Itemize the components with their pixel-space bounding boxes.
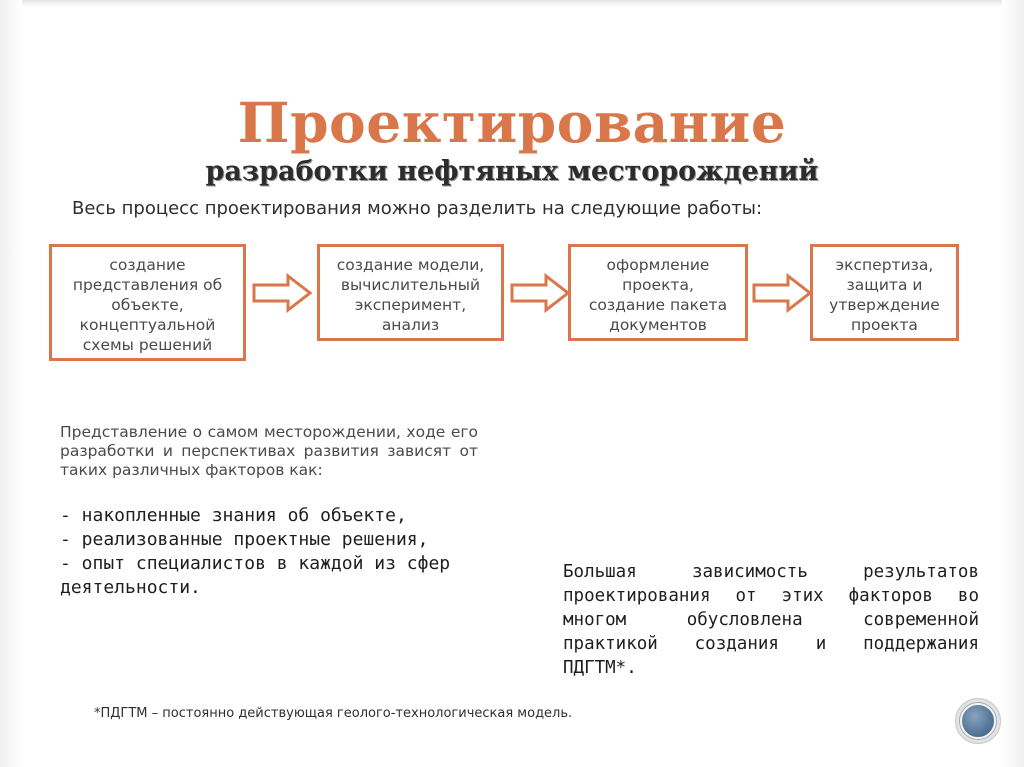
navigation-button-icon[interactable]: [955, 698, 1001, 744]
process-step-3: [568, 244, 748, 341]
right-arrow-icon: [510, 273, 570, 313]
factors-intro: Представление о самом месторождении, ходе его разработки и перспективах развития зависят от таких различных факторов как:: [60, 423, 478, 479]
factors-list: [60, 504, 490, 600]
process-step-4-label: экспертиза, защита и утверждение проекта: [829, 256, 940, 334]
process-step-2: [317, 244, 504, 341]
slide-subtitle: разработки нефтяных месторождений: [205, 156, 819, 187]
list-item: - опыт специалистов в каждой из сфер деятельности.: [60, 553, 451, 598]
slide-top-edge: [0, 0, 1024, 7]
slide-title: Проектирование: [237, 90, 787, 155]
navigation-button-inner: [960, 703, 996, 739]
process-step-1: [49, 244, 246, 361]
list-item: - реализованные проектные решения,: [60, 529, 429, 550]
footnote: *ПДГТМ – постоянно действующая геолого-технологическая модель.: [94, 706, 573, 721]
conclusion-text: Большая зависимость результатов проектирования от этих факторов во многом обусловлена современной практикой создания и поддержания ПДГТМ*.: [563, 562, 979, 678]
list-item: - накопленные знания об объекте,: [60, 505, 407, 526]
process-step-1-label: создание представления об объекте, концептуальной схемы решений: [72, 256, 223, 354]
right-arrow-icon: [252, 273, 312, 313]
lead-text: Весь процесс проектирования можно разделить на следующие работы:: [72, 198, 763, 219]
process-step-3-label: оформление проекта, создание пакета документов: [588, 256, 728, 334]
process-step-2-label: создание модели, вычислительный эксперимент, анализ: [336, 256, 485, 334]
process-step-4: [810, 244, 959, 341]
right-arrow-icon: [752, 273, 812, 313]
